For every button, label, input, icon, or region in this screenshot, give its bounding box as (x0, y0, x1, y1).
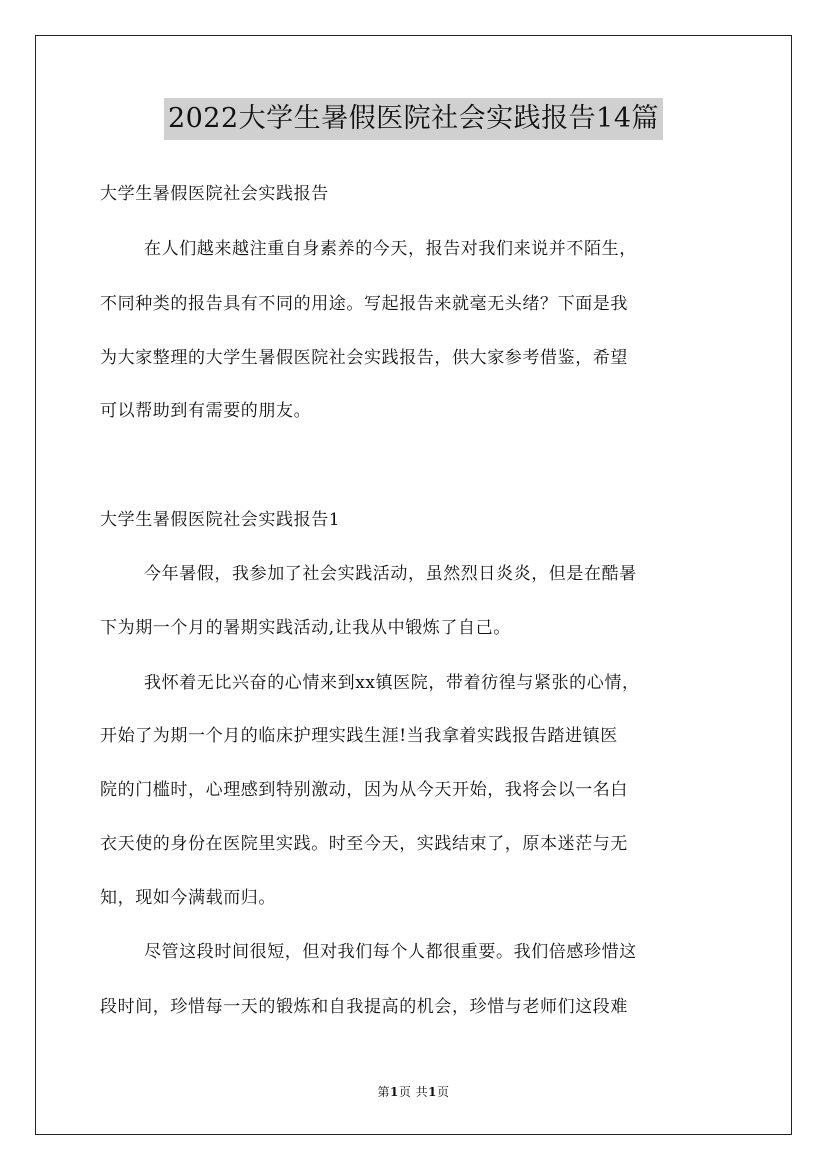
page-footer (0, 1084, 827, 1100)
intro-line-1: 在人们越来越注重自身素养的今天，报告对我们来说并不陌生， (144, 239, 637, 259)
intro-line-4: 可以帮助到有需要的朋友。 (100, 401, 312, 421)
para2-line-2: 开始了为期一个月的临床护理实践生涯!当我拿着实践报告踏进镇医 (100, 726, 618, 746)
footer-page-current: 1 (389, 1085, 399, 1099)
para1-line-1: 今年暑假，我参加了社会实践活动，虽然烈日炎炎，但是在酷暑 (144, 564, 637, 584)
para2-line-4: 衣天使的身份在医院里实践。时至今天，实践结束了，原本迷茫与无 (100, 834, 628, 854)
footer-page-mid: 页 共 (398, 1085, 429, 1099)
para1-line-2: 下为期一个月的暑期实践活动,让我从中锻炼了自己。 (100, 618, 511, 638)
footer-page-suffix: 页 (437, 1085, 450, 1099)
footer-page-prefix: 第 (377, 1085, 390, 1099)
intro-heading: 大学生暑假医院社会实践报告 (100, 184, 329, 204)
intro-line-2: 不同种类的报告具有不同的用途。写起报告来就毫无头绪？下面是我 (100, 294, 628, 314)
title-container (0, 98, 827, 140)
para2-line-5: 知，现如今满载而归。 (100, 888, 276, 908)
para3-line-1: 尽管这段时间很短，但对我们每个人都很重要。我们倍感珍惜这 (144, 942, 637, 962)
para3-line-2: 段时间，珍惜每一天的锻炼和自我提高的机会，珍惜与老师们这段难 (100, 997, 628, 1017)
document-title: 2022大学生暑假医院社会实践报告14篇 (164, 98, 663, 140)
footer-page-total: 1 (428, 1085, 438, 1099)
para2-line-1: 我怀着无比兴奋的心情来到xx镇医院，带着彷徨与紧张的心情， (144, 673, 640, 693)
section1-heading: 大学生暑假医院社会实践报告1 (100, 510, 341, 530)
intro-line-3: 为大家整理的大学生暑假医院社会实践报告，供大家参考借鉴，希望 (100, 348, 628, 368)
para2-line-3: 院的门槛时，心理感到特别激动，因为从今天开始，我将会以一名白 (100, 780, 628, 800)
